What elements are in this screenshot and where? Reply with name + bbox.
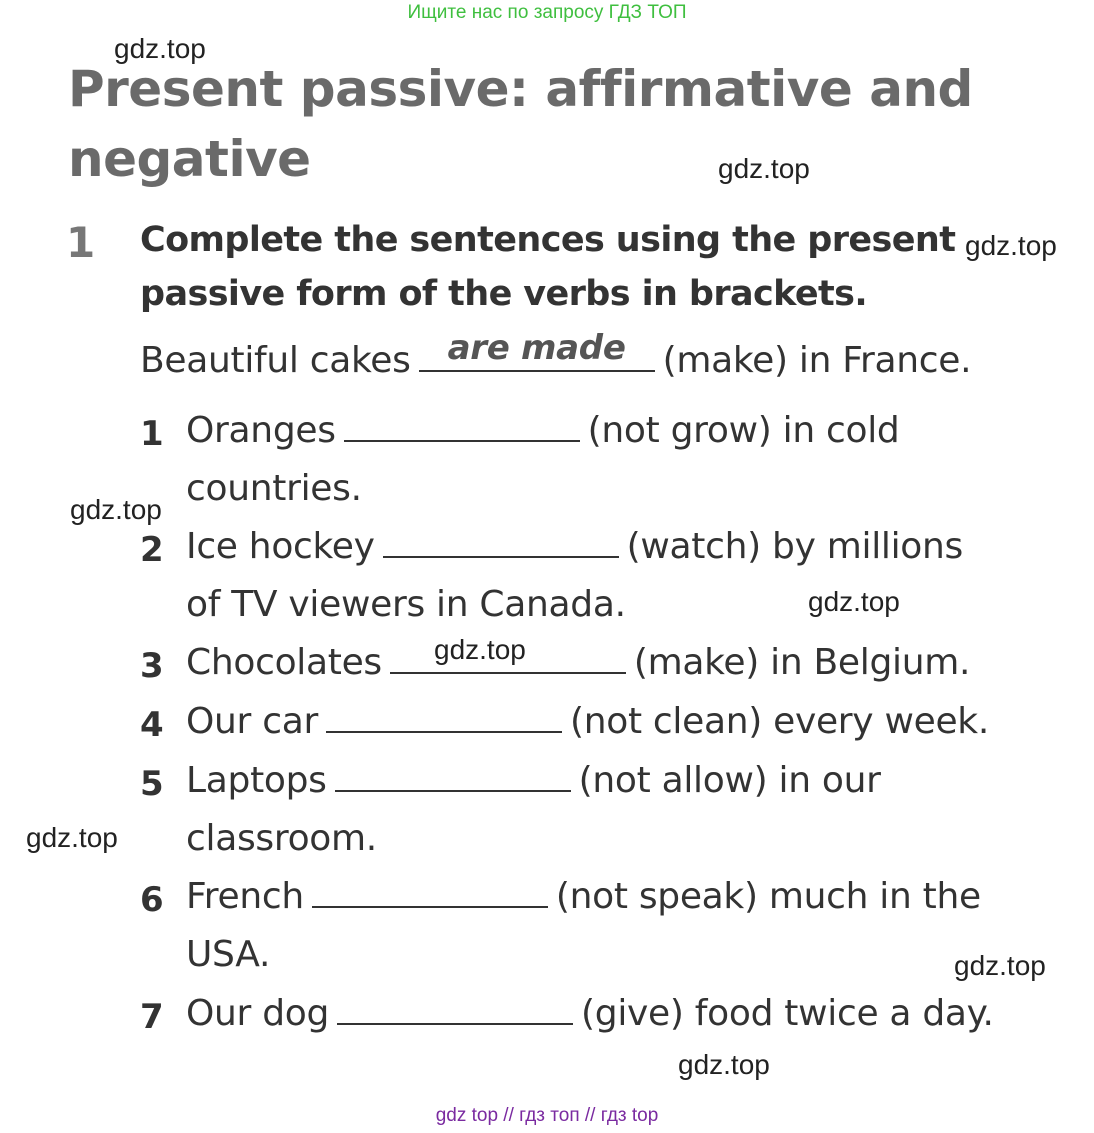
exercise-number: 1 — [66, 218, 96, 267]
item-sentence — [186, 526, 963, 567]
example-answer: are made — [447, 328, 626, 368]
watermark: gdz.top — [26, 822, 118, 853]
example-blank — [419, 328, 655, 372]
item-number: 4 — [140, 705, 164, 745]
item-after: (not speak) much in the — [555, 876, 981, 917]
item-before: Chocolates — [186, 642, 382, 683]
page-title-line1: Present passive: affirmative and — [68, 60, 973, 118]
example-sentence — [140, 328, 972, 381]
item-after: (watch) by millions — [626, 526, 963, 567]
item-number: 7 — [140, 997, 164, 1037]
instruction-line2: passive form of the verbs in brackets. — [140, 274, 868, 314]
answer-blank[interactable] — [326, 701, 562, 733]
item-after: (not allow) in our — [578, 760, 881, 801]
item-sentence — [186, 410, 899, 451]
item-before: Laptops — [186, 760, 327, 801]
top-promo-note: Ищите нас по запросу ГДЗ ТОП — [407, 2, 687, 23]
item-number: 2 — [140, 530, 164, 570]
watermark: gdz.top — [954, 950, 1046, 981]
answer-blank[interactable] — [337, 993, 573, 1025]
item-number: 3 — [140, 646, 164, 686]
item-number: 1 — [140, 414, 164, 454]
watermark: gdz.top — [965, 230, 1057, 261]
item-number: 5 — [140, 764, 164, 804]
answer-blank[interactable] — [390, 642, 626, 674]
item-after: (give) food twice a day. — [581, 993, 994, 1034]
answer-blank[interactable] — [383, 526, 619, 558]
item-after: (not grow) in cold — [587, 410, 900, 451]
instruction-line1: Complete the sentences using the present — [140, 220, 956, 260]
footer-links[interactable]: gdz top // гдз топ // гдз top — [435, 1105, 659, 1126]
item-sentence — [186, 642, 970, 683]
watermark: gdz.top — [718, 153, 810, 184]
item-before: French — [186, 876, 304, 917]
example-after: (make) in France. — [662, 340, 972, 381]
watermark: gdz.top — [678, 1049, 770, 1080]
watermark: gdz.top — [434, 634, 526, 665]
item-continuation: classroom. — [186, 818, 377, 859]
item-before: Our car — [186, 701, 318, 742]
watermark: gdz.top — [808, 586, 900, 617]
item-sentence — [186, 701, 989, 742]
page-title-line2: negative — [68, 130, 311, 188]
item-before: Oranges — [186, 410, 336, 451]
watermark: gdz.top — [70, 494, 162, 525]
item-number: 6 — [140, 880, 164, 920]
item-sentence — [186, 876, 981, 917]
watermark: gdz.top — [114, 33, 206, 64]
item-after: (make) in Belgium. — [633, 642, 971, 683]
item-continuation: USA. — [186, 934, 271, 975]
answer-blank[interactable] — [312, 876, 548, 908]
item-sentence — [186, 993, 994, 1034]
item-continuation: of TV viewers in Canada. — [186, 584, 626, 625]
item-before: Our dog — [186, 993, 330, 1034]
item-sentence — [186, 760, 881, 801]
item-after: (not clean) every week. — [569, 701, 989, 742]
example-before: Beautiful cakes — [140, 340, 411, 381]
item-before: Ice hockey — [186, 526, 375, 567]
answer-blank[interactable] — [344, 410, 580, 442]
item-continuation: countries. — [186, 468, 362, 509]
answer-blank[interactable] — [335, 760, 571, 792]
